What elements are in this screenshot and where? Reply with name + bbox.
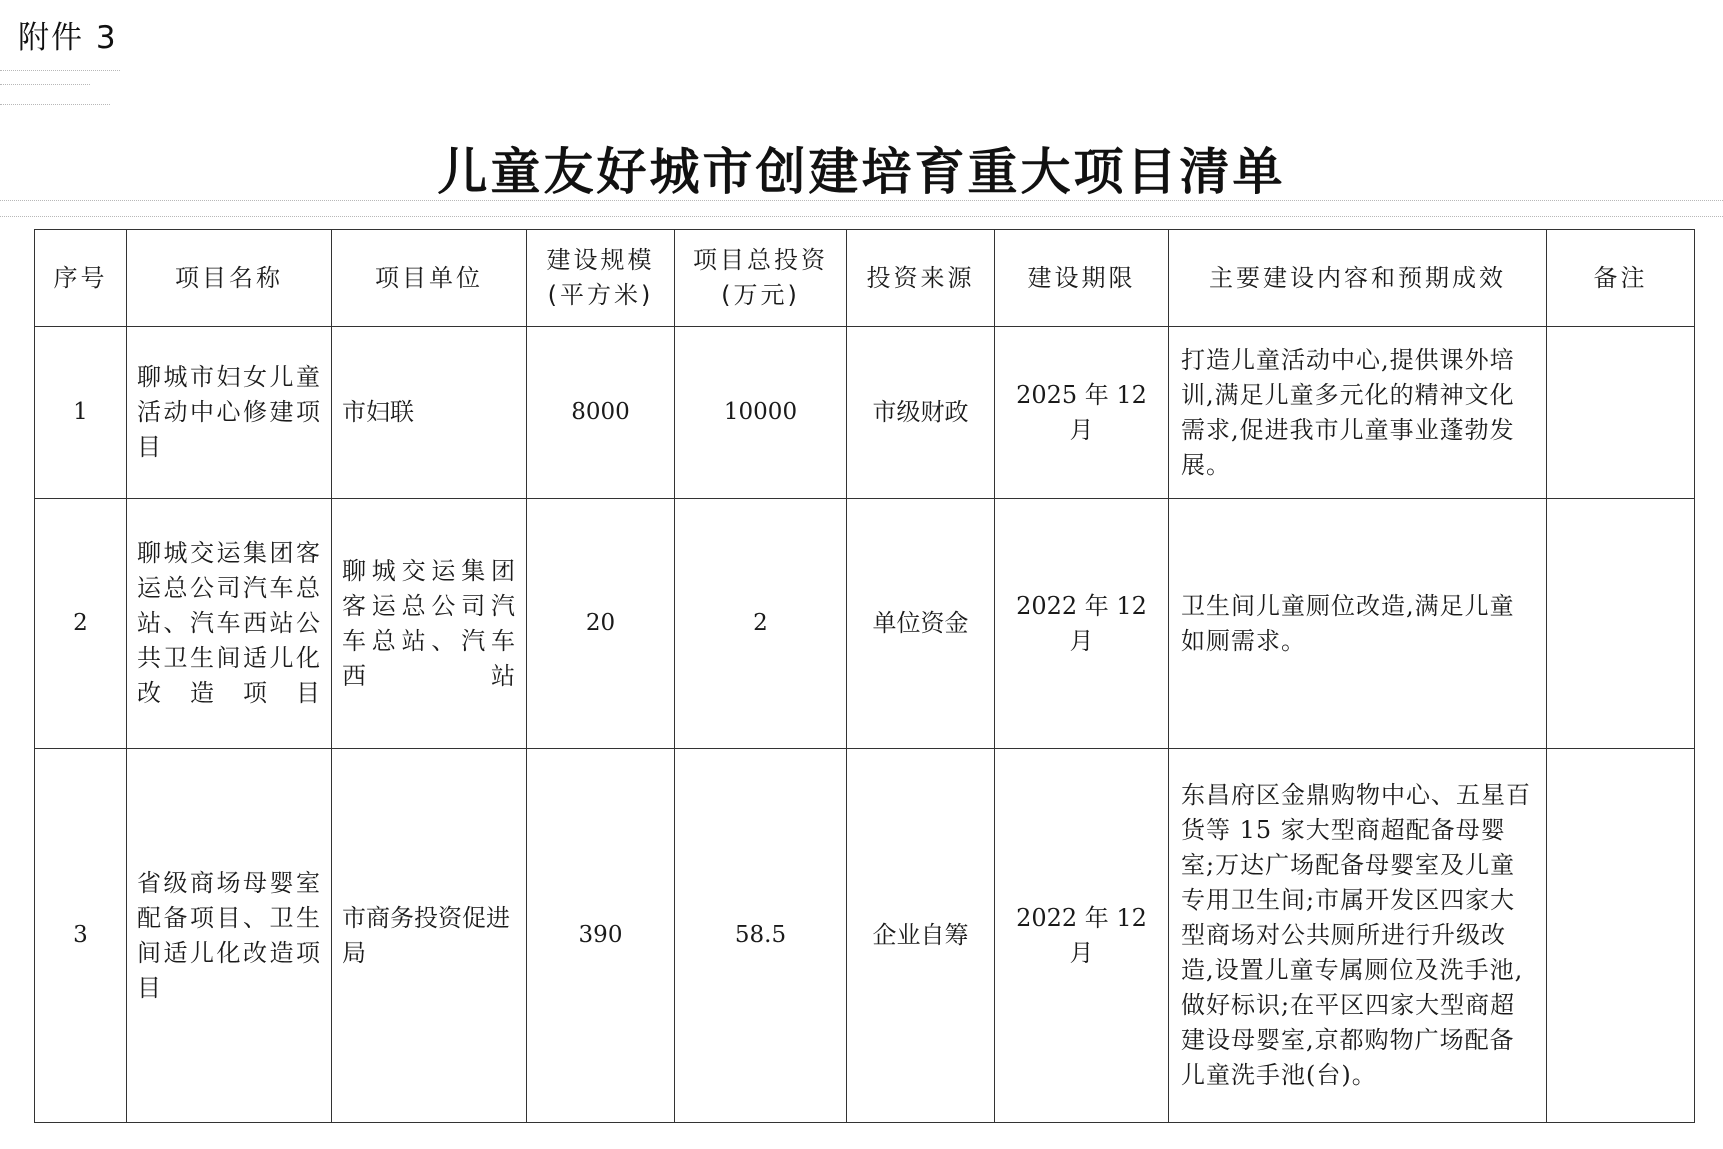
header-no: 序号: [35, 230, 127, 327]
attachment-label: 附件 3: [18, 20, 118, 56]
cell-scale: 8000: [527, 327, 675, 499]
cell-investment: 58.5: [675, 749, 847, 1123]
cell-content: 东昌府区金鼎购物中心、五星百货等 15 家大型商超配备母婴室;万达广场配备母婴室及儿童专用卫生间;市属开发区四家大型商场对公共厕所进行升级改造,设置儿童专属厕位及洗手池,做好标识;在平区四家大型商超建设母婴室,京都购物广场配备儿童洗手池(台)。: [1169, 749, 1547, 1123]
header-investment: 项目总投资 (万元): [675, 230, 847, 327]
header-unit: 项目单位: [332, 230, 527, 327]
header-source: 投资来源: [847, 230, 995, 327]
cell-period: 2025 年 12 月: [995, 327, 1169, 499]
cell-content: 打造儿童活动中心,提供课外培训,满足儿童多元化的精神文化需求,促进我市儿童事业蓬勃发展。: [1169, 327, 1547, 499]
cell-remark: [1547, 327, 1695, 499]
table-row: [35, 749, 1695, 1123]
header-remark: 备注: [1547, 230, 1695, 327]
cell-no: 3: [35, 749, 127, 1123]
table-row: [35, 499, 1695, 749]
table-header-row: [35, 230, 1695, 327]
cell-scale: 20: [527, 499, 675, 749]
header-period: 建设期限: [995, 230, 1169, 327]
cell-investment: 10000: [675, 327, 847, 499]
header-scale: 建设规模 (平方米): [527, 230, 675, 327]
page-title: 儿童友好城市创建培育重大项目清单: [437, 142, 1286, 201]
cell-source: 企业自筹: [847, 749, 995, 1123]
cell-remark: [1547, 499, 1695, 749]
cell-no: 1: [35, 327, 127, 499]
header-name: 项目名称: [127, 230, 332, 327]
cell-source: 单位资金: [847, 499, 995, 749]
cell-source: 市级财政: [847, 327, 995, 499]
cell-unit: 市商务投资促进局: [332, 749, 527, 1123]
cell-investment: 2: [675, 499, 847, 749]
cell-remark: [1547, 749, 1695, 1123]
cell-period: 2022 年 12 月: [995, 499, 1169, 749]
cell-period: 2022 年 12 月: [995, 749, 1169, 1123]
cell-content: 卫生间儿童厕位改造,满足儿童如厕需求。: [1169, 499, 1547, 749]
table-row: [35, 327, 1695, 499]
cell-no: 2: [35, 499, 127, 749]
cell-name: 聊城交运集团客运总公司汽车总站、汽车西站公共卫生间适儿化改造项目: [127, 499, 332, 749]
cell-name: 省级商场母婴室配备项目、卫生间适儿化改造项目: [127, 749, 332, 1123]
cell-unit: 市妇联: [332, 327, 527, 499]
project-table: [34, 229, 1695, 1123]
cell-name: 聊城市妇女儿童活动中心修建项目: [127, 327, 332, 499]
cell-unit: 聊城交运集团客运总公司汽车总站、汽车西站: [332, 499, 527, 749]
cell-scale: 390: [527, 749, 675, 1123]
header-content: 主要建设内容和预期成效: [1169, 230, 1547, 327]
